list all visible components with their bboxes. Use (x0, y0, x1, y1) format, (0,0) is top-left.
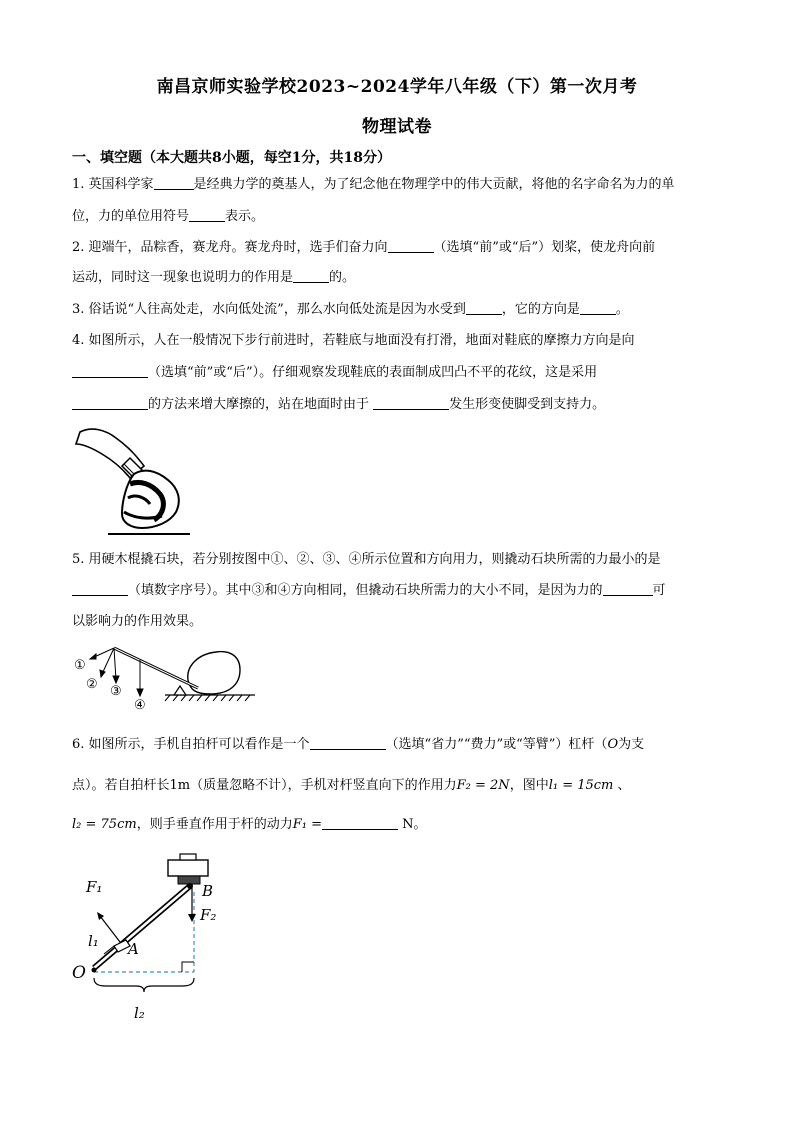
q6-fig-B: B (202, 882, 214, 900)
q5-text-b: （填数字序号）。其中③和④方向相同，但撬动石块所需力的大小不同，是因为力的 (128, 583, 603, 598)
q4-text-c: 的方法来增大摩擦的，站在地面时由于 (148, 397, 370, 412)
q5-line1: 5. 用硬木棍撬石块，若分别按图中①、②、③、④所示位置和方向用力，则撬动石块所需的力最小的是 (72, 552, 661, 567)
q6-l2-expr: l₂ = 75cm (72, 817, 137, 832)
q2-blank-2[interactable] (293, 268, 329, 283)
q6-selfie-stick-figure (70, 850, 240, 1030)
q5-label-2: ② (86, 677, 98, 692)
q3-line1 (72, 300, 722, 320)
q6-line3 (72, 815, 722, 835)
q6-text-h: ，则手垂直作用于杆的动力 (136, 817, 293, 832)
q3-blank-1[interactable] (466, 300, 502, 315)
q6-line1 (72, 735, 722, 755)
q6-fig-F2: F₂ (200, 906, 217, 924)
q6-blank-2[interactable] (322, 815, 398, 830)
q2-text-c: 运动，同时这一现象也说明力的作用是 (72, 270, 294, 285)
q3-text-b: ，它的方向是 (501, 302, 580, 317)
q6-fig-F1: F₁ (86, 878, 103, 896)
q5-lever-figure (70, 640, 260, 715)
q2-text-a: 2. 迎端午，品粽香，赛龙舟。赛龙舟时，选手们奋力向 (72, 240, 388, 255)
q4-text-b: （选填“前”或“后”）。仔细观察发现鞋底的表面制成凹凸不平的花纹，这是采用 (148, 365, 598, 380)
q6-fig-l2: l₂ (134, 1004, 145, 1022)
q5-blank-1[interactable] (72, 581, 128, 596)
q1-text-a: 1. 英国科学家 (72, 177, 154, 192)
q6-l1-expr: l₁ = 15cm (548, 778, 614, 793)
q4-line1: 4. 如图所示，人在一般情况下步行前进时，若鞋底与地面没有打滑，地面对鞋底的摩擦力方向是向 (72, 333, 635, 348)
q6-text-c: 为支 (618, 737, 645, 752)
q6-F1-expr: F₁ = (292, 817, 322, 832)
q6-text-e: （质量忽略不计），手机对杆竖直向下的作用力 (190, 778, 457, 793)
q5-line2 (72, 581, 722, 601)
q6-text-b: （选填“省力”“费力”或“等臂”）杠杆（ (385, 737, 608, 752)
q5-label-1: ① (74, 658, 86, 673)
q6-text-a: 6. 如图所示，手机自拍杆可以看作是一个 (72, 737, 310, 752)
q6-text-g: 、 (617, 778, 631, 793)
q6-fig-A: A (128, 940, 139, 958)
q1-line2 (72, 207, 722, 227)
q1-text-b: 是经典力学的奠基人，为了纪念他在物理学中的伟大贡献，将他的名字命名为力的单 (193, 177, 675, 192)
q2-blank-1[interactable] (388, 238, 434, 253)
q6-blank-1[interactable] (310, 735, 386, 750)
q1-text-c: 位，力的单位用符号 (72, 209, 190, 224)
q1-blank-2[interactable] (189, 207, 225, 222)
q4-blank-1[interactable] (72, 363, 148, 378)
q4-line2 (72, 363, 722, 383)
q5-line3: 以影响力的作用效果。 (72, 614, 203, 629)
exam-subtitle: 物理试卷 (362, 117, 432, 137)
q4-line3 (72, 395, 722, 415)
section-heading: 一、填空题（本大题共8小题，每空1分，共18分） (72, 150, 391, 166)
q6-F2-expr: F₂ = 2N (456, 778, 510, 793)
q2-line1 (72, 238, 722, 258)
q1-blank-1[interactable] (154, 175, 194, 190)
q4-shoe-figure (72, 422, 192, 542)
q2-text-d: 的。 (329, 270, 356, 285)
exam-title: 南昌京师实验学校2023~2024学年八年级（下）第一次月考 (156, 77, 638, 97)
q6-symbol-O: O (607, 737, 619, 752)
q2-line2 (72, 268, 722, 288)
q5-label-3: ③ (110, 684, 122, 699)
q6-text-i: N。 (402, 817, 427, 832)
q3-blank-2[interactable] (580, 300, 616, 315)
q1-line1 (72, 175, 722, 195)
q5-text-c: 可 (652, 583, 666, 598)
q6-text-f: ，图中 (509, 778, 549, 793)
q6-line2 (72, 776, 722, 796)
q4-blank-2[interactable] (72, 395, 148, 410)
q3-text-a: 3. 俗话说“人往高处走，水向低处流”，那么水向低处流是因为水受到 (72, 302, 466, 317)
q2-text-b: （选填“前”或“后”）划桨，使龙舟向前 (433, 240, 656, 255)
q5-blank-2[interactable] (603, 581, 653, 596)
q6-fig-O: O (72, 963, 86, 983)
q3-text-c: 。 (615, 302, 629, 317)
q6-fig-l1: l₁ (88, 932, 99, 950)
q6-length: 1m (169, 778, 191, 793)
q5-label-4: ④ (134, 698, 146, 713)
q1-text-d: 表示。 (225, 209, 265, 224)
q4-blank-3[interactable] (373, 395, 449, 410)
q6-text-d: 点）。若自拍杆长 (72, 778, 170, 793)
q4-text-d: 发生形变使脚受到支持力。 (449, 397, 606, 412)
